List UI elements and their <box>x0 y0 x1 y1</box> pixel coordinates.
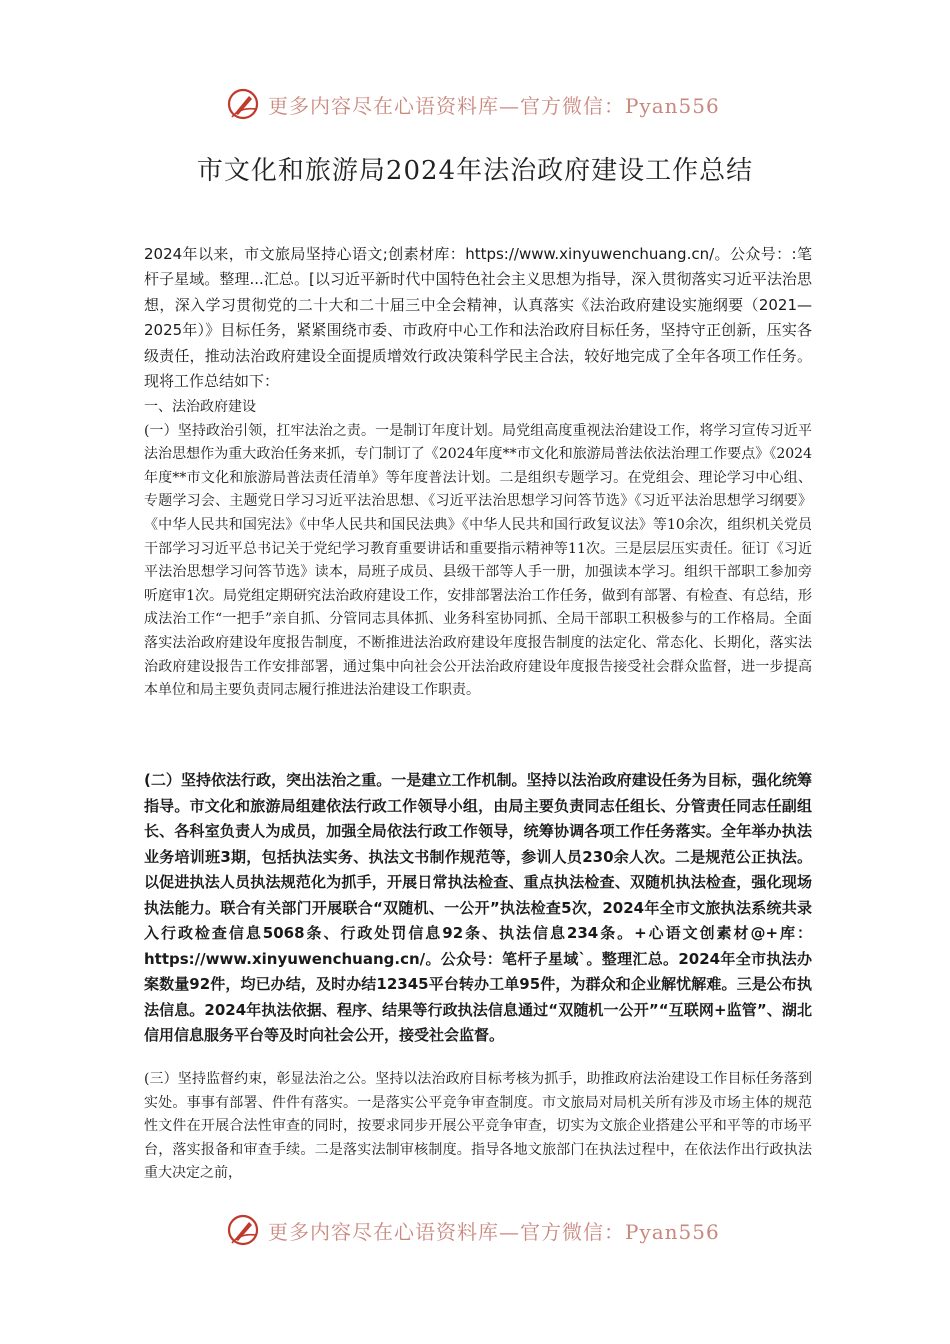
document-title: 市文化和旅游局2024年法治政府建设工作总结 <box>196 156 754 186</box>
watermark-banner-bottom <box>226 1210 720 1250</box>
paragraph-3: (三）坚持监督约束，彰显法治之公。坚持以法治政府目标考核为抓手，助推政府法治建设工作目标任务落到实处。事事有部署、件件有落实。一是落实公平竞争审查制度。市文旅局对局机关所有涉及市场主体的规范性文件在开展合法性审查的同时，按要求同步开展公平竞争审查，切实为文旅企业搭建公平和平等的市场平台，落实报备和审查手续。二是落实法制审核制度。指导各地文旅部门在执法过程中，在依法作出行政执法重大决定之前， <box>144 1071 812 1182</box>
pen-logo-icon <box>226 1213 260 1247</box>
intro-block <box>144 242 812 394</box>
pen-logo-icon <box>226 87 260 121</box>
intro-paragraph: 2024年以来，市文旅局坚持心语文;创素材库：https://www.xinyuwenchuang.cn/。公众号：:笔杆子星域。整理...汇总。[以习近平新时代中国特色社会主义思想为指导，深入贯彻落实习近平法治思想，深入学习贯彻党的二十大和二十届三中全会精神，认真落实《法治政府建设实施纲要（2021—2025年）》目标任务，紧紧围绕市委、市政府中心工作和法治政府目标任务，坚持守正创新，压实各级责任，推动法治政府建设全面提质增效行政决策科学民主合法，较好地完成了全年各项工作任务。现将工作总结如下： <box>144 245 812 391</box>
section-block <box>144 396 812 703</box>
watermark-text: 更多内容尽在心语资料库—官方微信：Pyan556 <box>268 93 720 118</box>
paragraph-2: (二）坚持依法行政，突出法治之重。一是建立工作机制。坚持以法治政府建设任务为目标，强化统筹指导。市文化和旅游局组建依法行政工作领导小组，由局主要负责同志任组长、分管责任同志任副组长、各科室负责人为成员，加强全局依法行政工作领导，统筹协调各项工作任务落实。全年举办执法业务培训班3期，包括执法实务、执法文书制作规范等，参训人员230余人次。二是规范公正执法。以促进执法人员执法规范化为抓手，开展日常执法检查、重点执法检查、双随机执法检查，强化现场执法能力。联合有关部门开展联合“双随机、一公开”执法检查5次，2024年全市文旅执法系统共录入行政检查信息5068条、行政处罚信息92条、执法信息234条。+心语文创素材@+库：https://www.xinyuwenchuang.cn/。公众号：笔杆子星域`。整理汇总。2024年全市执法办案数量92件，均已办结，及时办结12345平台转办工单95件，为群众和企业解忧解难。三是公布执法信息。2024年执法依据、程序、结果等行政执法信息通过“双随机一公开”“互联网+监管”、湖北信用信息服务平台等及时向社会公开，接受社会监督。 <box>144 771 812 1044</box>
watermark-banner-top <box>226 84 720 124</box>
paragraph-2-block <box>144 768 812 1049</box>
watermark-text: 更多内容尽在心语资料库—官方微信：Pyan556 <box>268 1219 720 1244</box>
section-heading: 一、法治政府建设 <box>144 399 256 415</box>
paragraph-3-block <box>144 1068 812 1186</box>
paragraph-1: (一）坚持政治引领，扛牢法治之责。一是制订年度计划。局党组高度重视法治建设工作，将学习宣传习近平法治思想作为重大政治任务来抓，专门制订了《2024年度**市文化和旅游局普法依法治理工作要点》《2024年度**市文化和旅游局普法责任清单》等年度普法计划。二是组织专题学习。在党组会、理论学习中心组、专题学习会、主题党日学习习近平法治思想、《习近平法治思想学习问答节选》《习近平法治思想学习纲要》《中华人民共和国宪法》《中华人民共和国民法典》《中华人民共和国行政复议法》等10余次，组织机关党员干部学习习近平总书记关于党纪学习教育重要讲话和重要指示精神等11次。三是层层压实责任。征订《习近平法治思想学习问答节选》读本，局班子成员、县级干部等人手一册，加强读本学习。组织干部职工参加旁听庭审1次。局党组定期研究法治政府建设工作，安排部署法治工作任务，做到有部署、有检查、有总结，形成法治工作“一把手”亲自抓、分管同志具体抓、业务科室协同抓、全局干部职工积极参与的工作格局。全面落实法治政府建设年度报告制度，不断推进法治政府建设年度报告制度的法定化、常态化、长期化，落实法治政府建设报告工作安排部署，通过集中向社会公开法治政府建设年度报告接受社会群众监督，进一步提高本单位和局主要负责同志履行推进法治建设工作职责。 <box>144 422 812 699</box>
